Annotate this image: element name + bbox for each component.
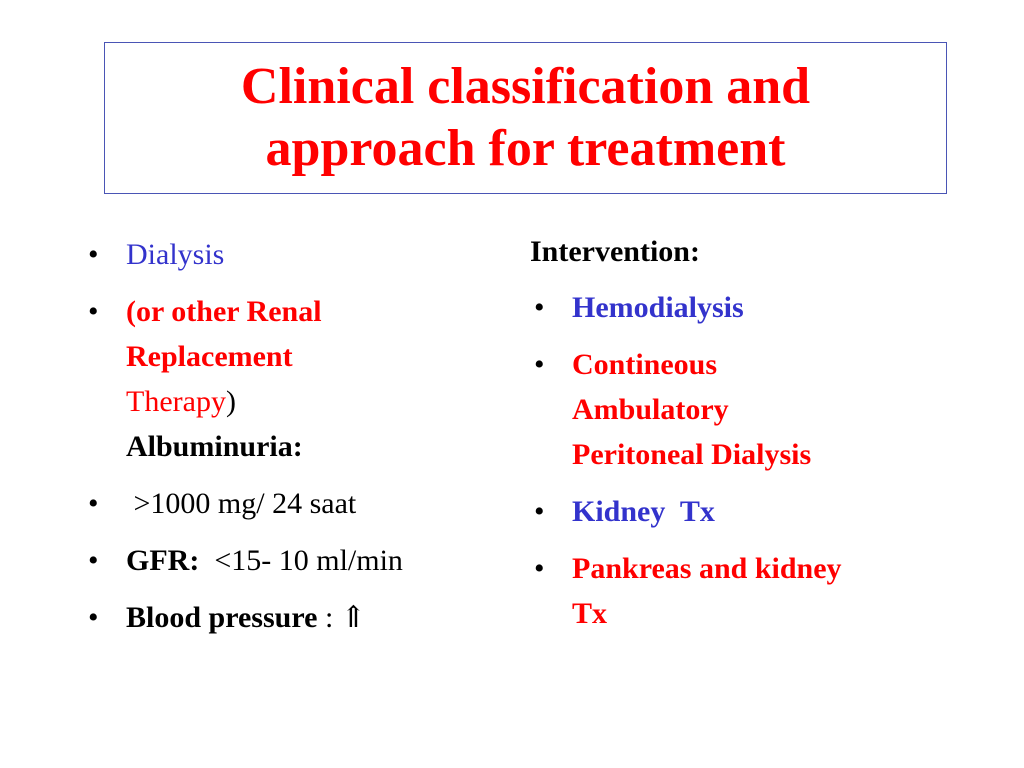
slide-title-line-1: Clinical classification and: [240, 58, 811, 115]
bullet-icon: •: [88, 238, 99, 271]
item-text-line-1: Pankreas and kidney: [572, 552, 842, 585]
right-column: [530, 232, 960, 648]
item-text-line-2: Replacement: [126, 340, 293, 373]
list-item-gfr: [84, 538, 514, 583]
item-text: Kidney Tx: [572, 495, 715, 528]
bullet-icon: •: [88, 601, 99, 634]
item-text: Hemodialysis: [572, 291, 744, 324]
item-text-line-1: (or other Renal: [126, 295, 322, 328]
list-item-capd: [530, 342, 960, 477]
list-item-blood-pressure: [84, 595, 514, 640]
bullet-icon: •: [534, 552, 545, 585]
item-text-line-1: Contineous: [572, 348, 718, 381]
list-item-pankreas-kidney-tx: [530, 546, 960, 636]
intervention-heading: Intervention:: [530, 235, 700, 268]
item-text-line-2: Ambulatory: [572, 393, 729, 426]
title-box: [104, 42, 947, 194]
item-text-albuminuria: Albuminuria:: [126, 430, 303, 463]
item-text-paren: ): [225, 385, 236, 418]
item-label: Blood pressure: [126, 601, 318, 634]
double-up-arrow-icon: ⇑: [340, 601, 366, 634]
bullet-icon: •: [534, 291, 545, 324]
less-than-symbol: <: [199, 544, 232, 577]
item-text-therapy: Therapy: [126, 385, 226, 418]
right-bullet-list: [530, 285, 960, 636]
slide-title-line-2: approach for treatment: [265, 120, 786, 177]
item-text-line-2: Tx: [572, 597, 608, 630]
item-text: 1000 mg/ 24 saat: [150, 487, 357, 520]
list-item-kidney-tx: [530, 489, 960, 534]
bullet-icon: •: [534, 348, 545, 381]
left-bullet-list: [84, 232, 514, 640]
item-text-line-3: Peritoneal Dialysis: [572, 438, 812, 471]
item-text: :: [317, 601, 341, 634]
greater-than-symbol: >: [126, 487, 151, 520]
left-column: [84, 232, 514, 652]
list-item-hemodialysis: [530, 285, 960, 330]
bullet-icon: •: [534, 495, 545, 528]
bullet-icon: •: [88, 544, 99, 577]
list-item-renal-replacement: [84, 289, 514, 469]
list-item-albuminuria-value: [84, 481, 514, 526]
list-item-dialysis: [84, 232, 514, 277]
item-text: 15- 10 ml/min: [231, 544, 403, 577]
bullet-icon: •: [88, 295, 99, 328]
bullet-icon: •: [88, 487, 99, 520]
item-label: GFR:: [126, 544, 200, 577]
item-text: Dialysis: [126, 238, 225, 271]
